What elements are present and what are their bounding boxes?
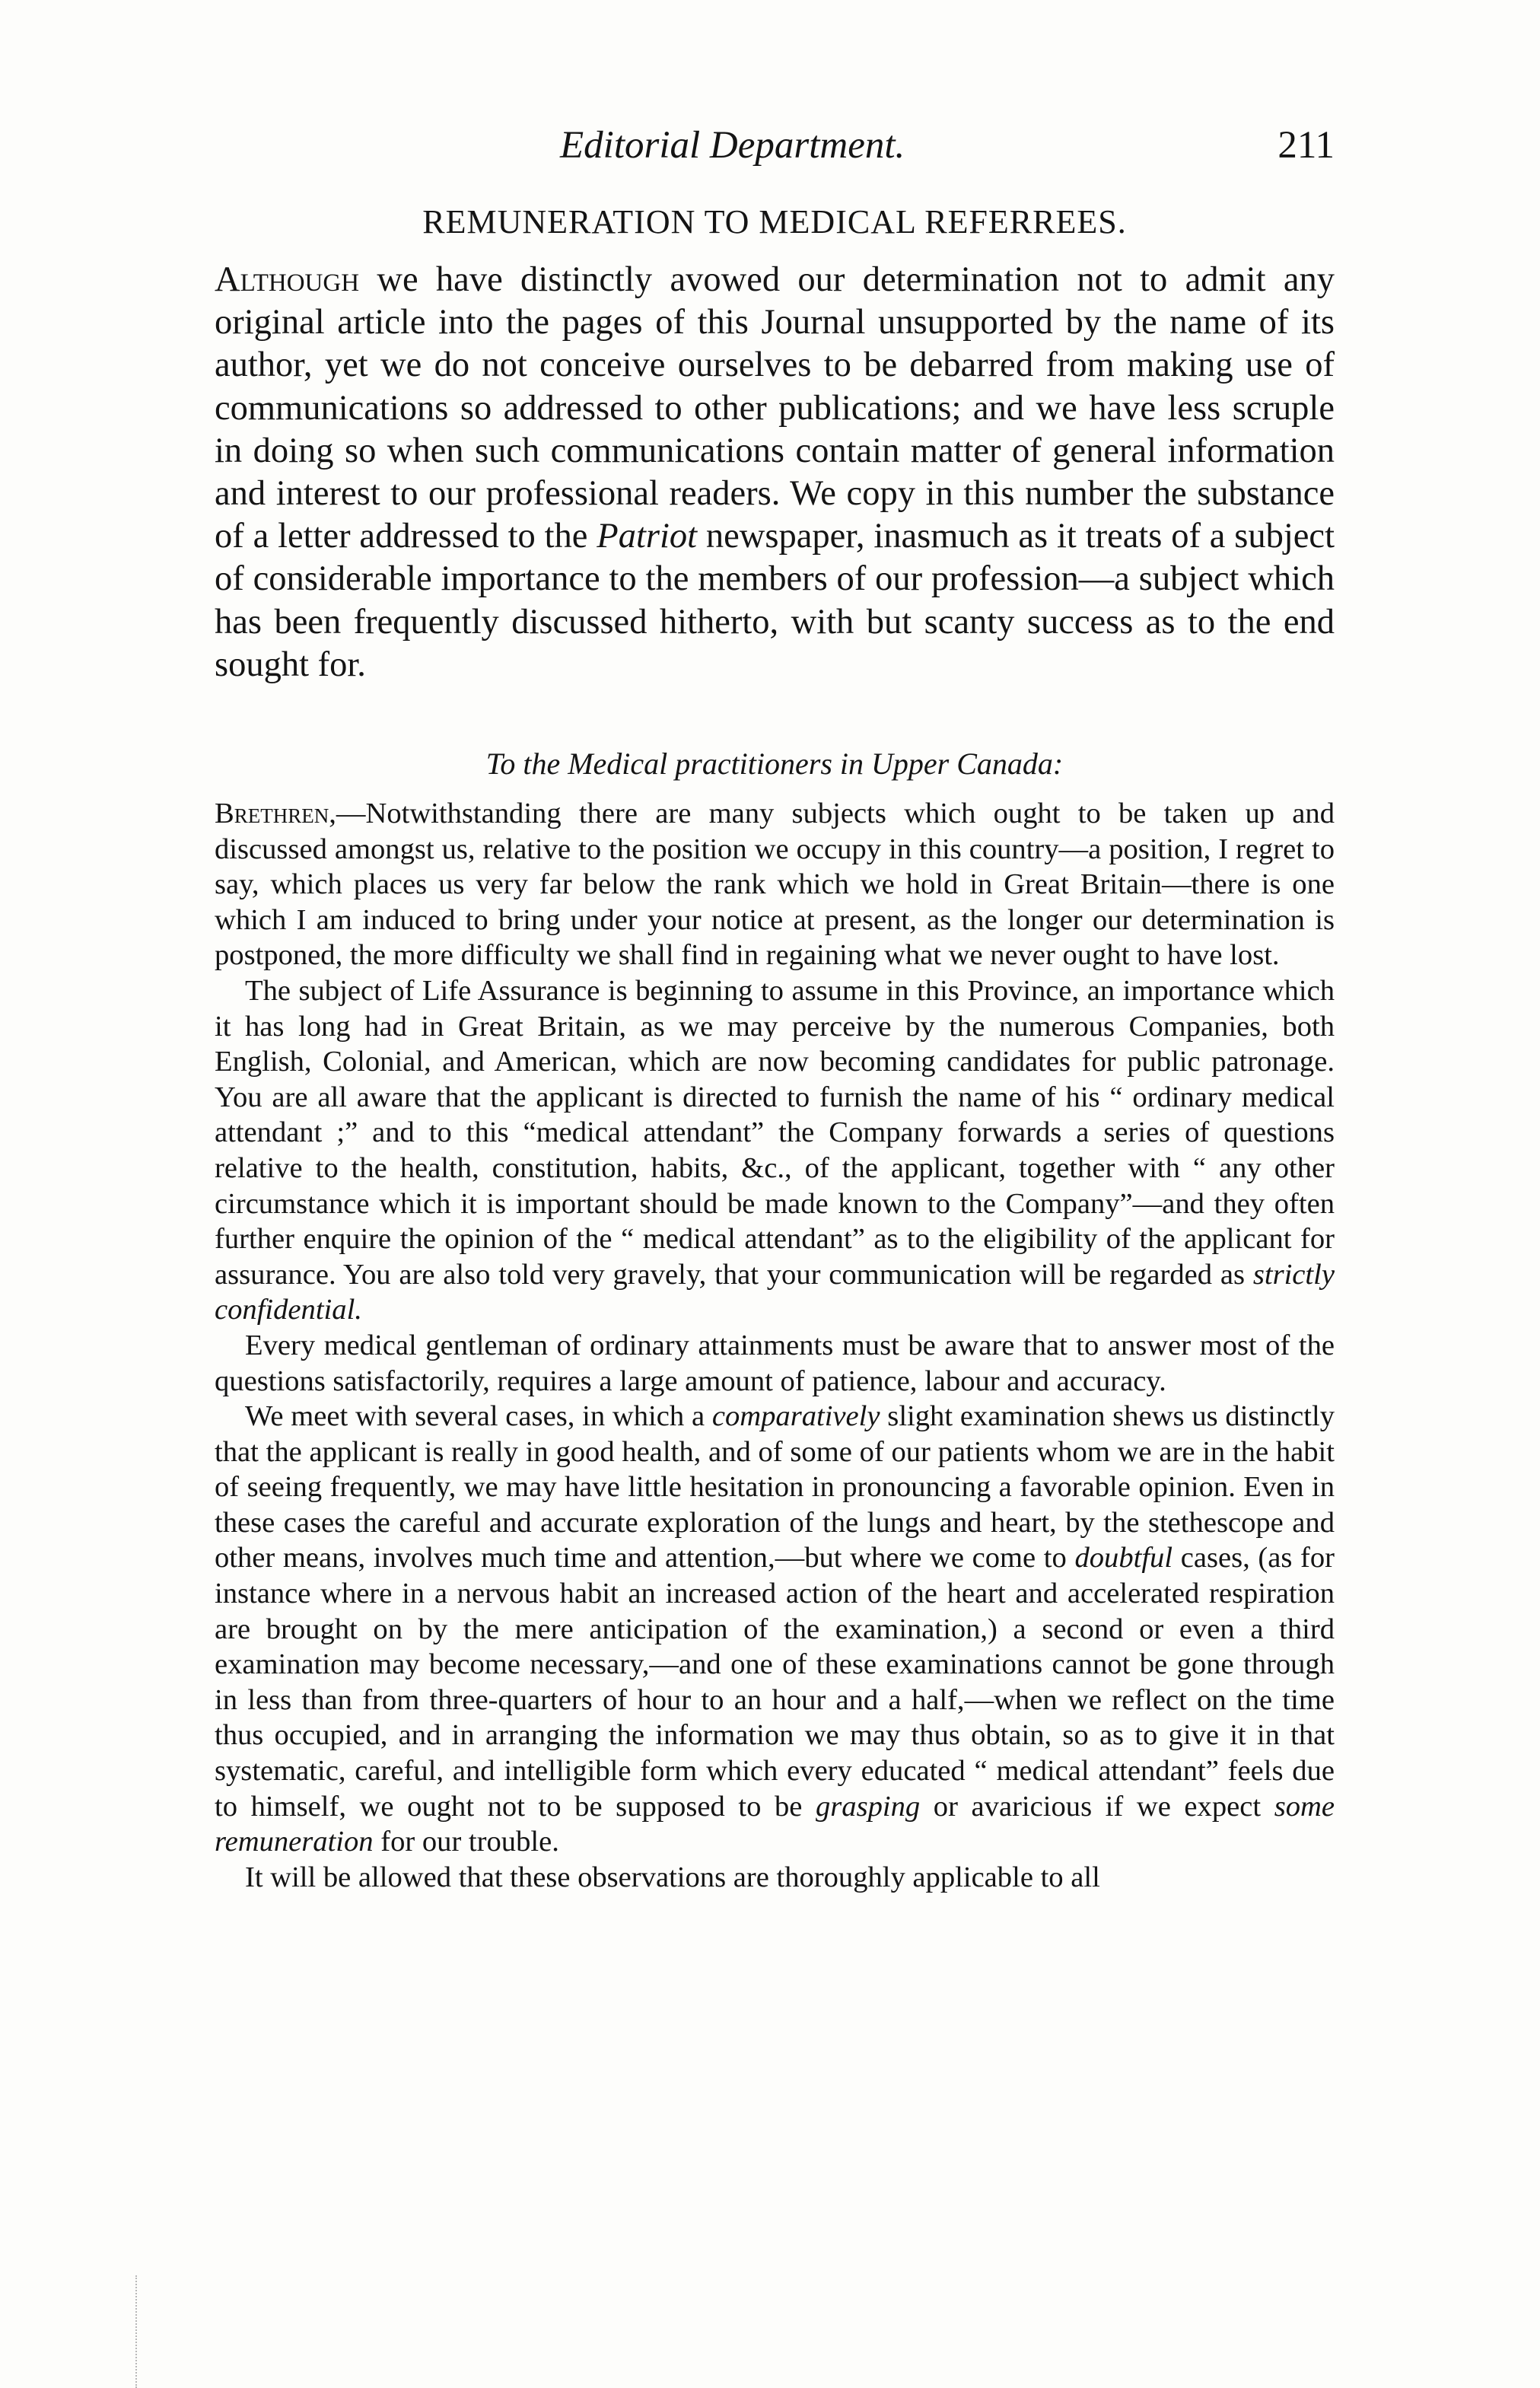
letter-p4-text-3: cases, (as for instance where in a nervous habit an increased action of the heart and accelerated respiration are brought on by the mere anticipation of the examination,) a second or even a third examination may become necessary,—and one of these examinations cannot be gone through in less than from three-quarters of hour to an hour and a half,—when we reflect on the time thus occupied, and in arranging the information we may thus obtain, so as to give it in that systematic, careful, and intelligible form which every educated “ medical attendant” feels due to himself, we ought not to be supposed to be [215,1542,1335,1823]
intro-text-2: newspaper, inasmuch as it treats of a subject of considerable importance to the members of our profession—a subject which has been frequently discussed hitherto, with but scanty success as to the end sought for. [215,517,1335,684]
letter-p4-text-2: slight examination shews us distinctly that the applicant is really in good health, and of some of our patients whom we are in the habit of seeing frequently, we may have little hesitation in pronouncing a favorable opinion. Even in these cases the careful and accurate exploration of the lungs and heart, by the stethescope and other means, involves much time and attention,—but where we come to [215,1400,1335,1574]
intro-first-word: Although [215,260,360,299]
letter-p1-text: —Notwithstanding there are many subjects which ought to be taken up and discussed amongst us, relative to the position we occupy in this country—a position, I regret to say, which places us very far below the rank which we hold in Great Britain—there is one which I am induced to bring under your notice at present, as the longer our determination is postponed, the more difficulty we shall find in regaining what we never ought to have lost. [215,798,1335,972]
letter-paragraph-2 [215,973,1335,1328]
running-title: Editorial Department. [560,124,905,167]
letter-salutation: To the Medical practitioners in Upper Canada: [485,747,1064,781]
letter-p4-emphasis-2: doubtful [1074,1542,1173,1574]
letter-p5-text: It will be allowed that these observations are thoroughly applicable to all [245,1861,1100,1893]
intro-text-1: we have distinctly avowed our determination not to admit any original article into the pages of this Journal unsupported by the name of its author, yet we do not conceive ourselves to be debarred from making use of communications so addressed to other publications; and we have less scruple in doing so when such communications contain matter of general information and interest to our professional readers. We copy in this number the substance of a letter addressed to the [215,260,1335,556]
running-head [215,119,1335,172]
letter-p4-text-5: for our trouble. [373,1826,559,1858]
intro-paragraph [215,259,1335,686]
letter-paragraph-3 [215,1328,1335,1399]
letter-p4-emphasis-4: some remuneration [215,1790,1335,1858]
letter-opening-word: Brethren, [215,798,336,829]
letter-p4-emphasis-3: grasping [816,1790,921,1823]
scan-edge-marks [135,2275,138,2388]
article-heading: REMUNERATION TO MEDICAL REFERREES. [422,203,1127,240]
letter-paragraph-5 [215,1860,1335,1896]
letter-p4-emphasis-1: comparatively [711,1400,880,1433]
article-intro [215,259,1335,686]
letter-paragraph-1 [215,796,1335,973]
letter-body [215,796,1335,1895]
letter-p2-emphasis: strictly confidential. [215,1258,1335,1326]
letter-p3-text: Every medical gentleman of ordinary attainments must be aware that to answer most of the questions satisfactorily, requires a large amount of patience, labour and accuracy. [215,1329,1335,1397]
letter-p2-text: The subject of Life Assurance is beginning to assume in this Province, an importance which it has long had in Great Britain, as we may perceive by the numerous Companies, both English, Colonial, and American, which are now becoming candidates for public patronage. You are all aware that the applicant is directed to furnish the name of his “ ordinary medical attendant ;” and to this “medical attendant” the Company forwards a series of questions relative to the health, constitution, habits, &c., of the applicant, together with “ any other circumstance which it is important should be made known to the Company”—and they often further enquire the opinion of the “ medical attendant” as to the eligibility of the applicant for assurance. You are also told very gravely, that your communication will be regarded as [215,974,1335,1291]
letter-p4-text-4: or avaricious if we expect [920,1790,1274,1823]
page-number: 211 [1278,124,1335,167]
letter-paragraph-4 [215,1399,1335,1860]
newspaper-name: Patriot [597,517,698,556]
letter-p4-text-1: We meet with several cases, in which a [245,1400,712,1433]
